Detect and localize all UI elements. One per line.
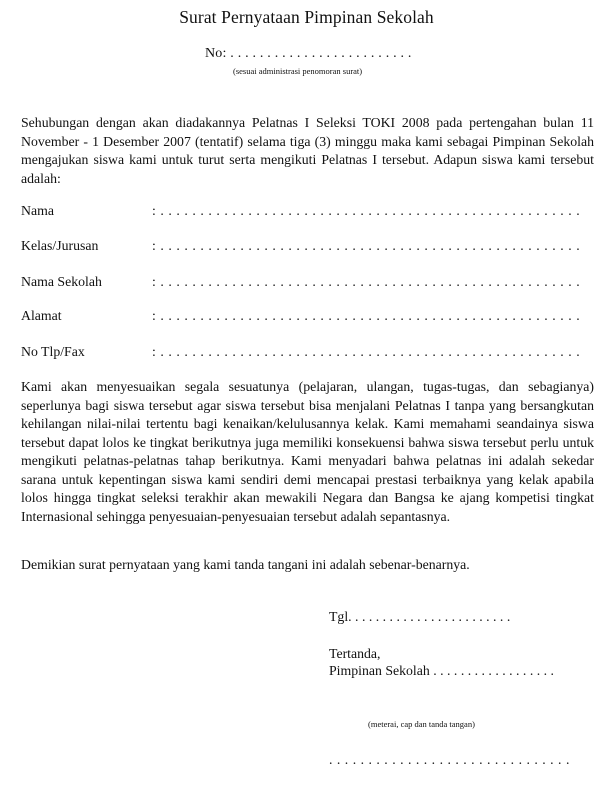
field-label: Alamat [21,308,62,323]
signed-label: Tertanda, [329,646,381,661]
page-title: Surat Pernyataan Pimpinan Sekolah [179,7,434,27]
letter-number: No: . . . . . . . . . . . . . . . . . . . . . . . . . [205,46,412,61]
signature-line: . . . . . . . . . . . . . . . . . . . . . . . . . . . . . . . [329,752,570,767]
stamp-note: (meterai, cap dan tanda tangan) [368,719,475,729]
date-line: Tgl. . . . . . . . . . . . . . . . . . . . . . . . [329,609,511,624]
closing-paragraph: Demikian surat pernyataan yang kami tanda tangani ini adalah sebenar-benarnya. [21,557,470,572]
principal-line: Pimpinan Sekolah . . . . . . . . . . . . . . . . . . [329,663,554,678]
commitment-paragraph: Kami akan menyesuaikan segala sesuatunya (pelajaran, ulangan, tugas-tugas, dan sebagianya) seperlunya bagi siswa tersebut agar siswa tersebut bisa menjalani Pelatnas I tanpa yang bersangkutan kehilangan nilai-nilai tertentu bagi kenaikan/kelulusannya kelak. Kami memahami seandainya siswa tersebut dapat lolos ke tingkat berikutnya juga memiliki konsekuensi bahwa siswa tersebut perlu untuk mengikuti pelatnas-pelatnas tahap berikutnya. Kami menyadari bahwa pelatnas ini adalah sekedar sarana untuk kepentingan siswa kami sendiri demi mencapai prestasi terbaiknya yang kelak apabila lolos hingga tingkat seleksi terakhir akan mewakili Negara dan Bangsa ke ajang kompetisi tingkat Internasional sehingga penyesuaian-penyesuaian tersebut adalah sepantasnya. [21,379,594,524]
intro-paragraph: Sehubungan dengan akan diadakannya Pelatnas I Seleksi TOKI 2008 pada pertengahan bulan 11 November - 1 Desember 2007 (tentatif) selama tiga (3) minggu maka kami sebagai Pimpinan Sekolah mengajukan siswa kami untuk turut serta mengikuti Pelatnas I tersebut. Adapun siswa kami tersebut adalah: [21,115,594,186]
field-fill-line: : . . . . . . . . . . . . . . . . . . . . . . . . . . . . . . . . . . . . . . . . . . . . . . . . . . . . . [152,203,581,218]
field-label: Nama [21,203,54,218]
letter-number-note: (sesuai administrasi penomoran surat) [233,66,363,76]
field-label: Nama Sekolah [21,274,102,289]
field-fill-line: : . . . . . . . . . . . . . . . . . . . . . . . . . . . . . . . . . . . . . . . . . . . . . . . . . . . . . [152,274,581,289]
field-fill-line: : . . . . . . . . . . . . . . . . . . . . . . . . . . . . . . . . . . . . . . . . . . . . . . . . . . . . . [152,344,581,359]
field-fill-line: : . . . . . . . . . . . . . . . . . . . . . . . . . . . . . . . . . . . . . . . . . . . . . . . . . . . . . [152,308,581,323]
field-label: Kelas/Jurusan [21,238,99,253]
field-label: No Tlp/Fax [21,344,85,359]
field-fill-line: : . . . . . . . . . . . . . . . . . . . . . . . . . . . . . . . . . . . . . . . . . . . . . . . . . . . . . [152,238,581,253]
